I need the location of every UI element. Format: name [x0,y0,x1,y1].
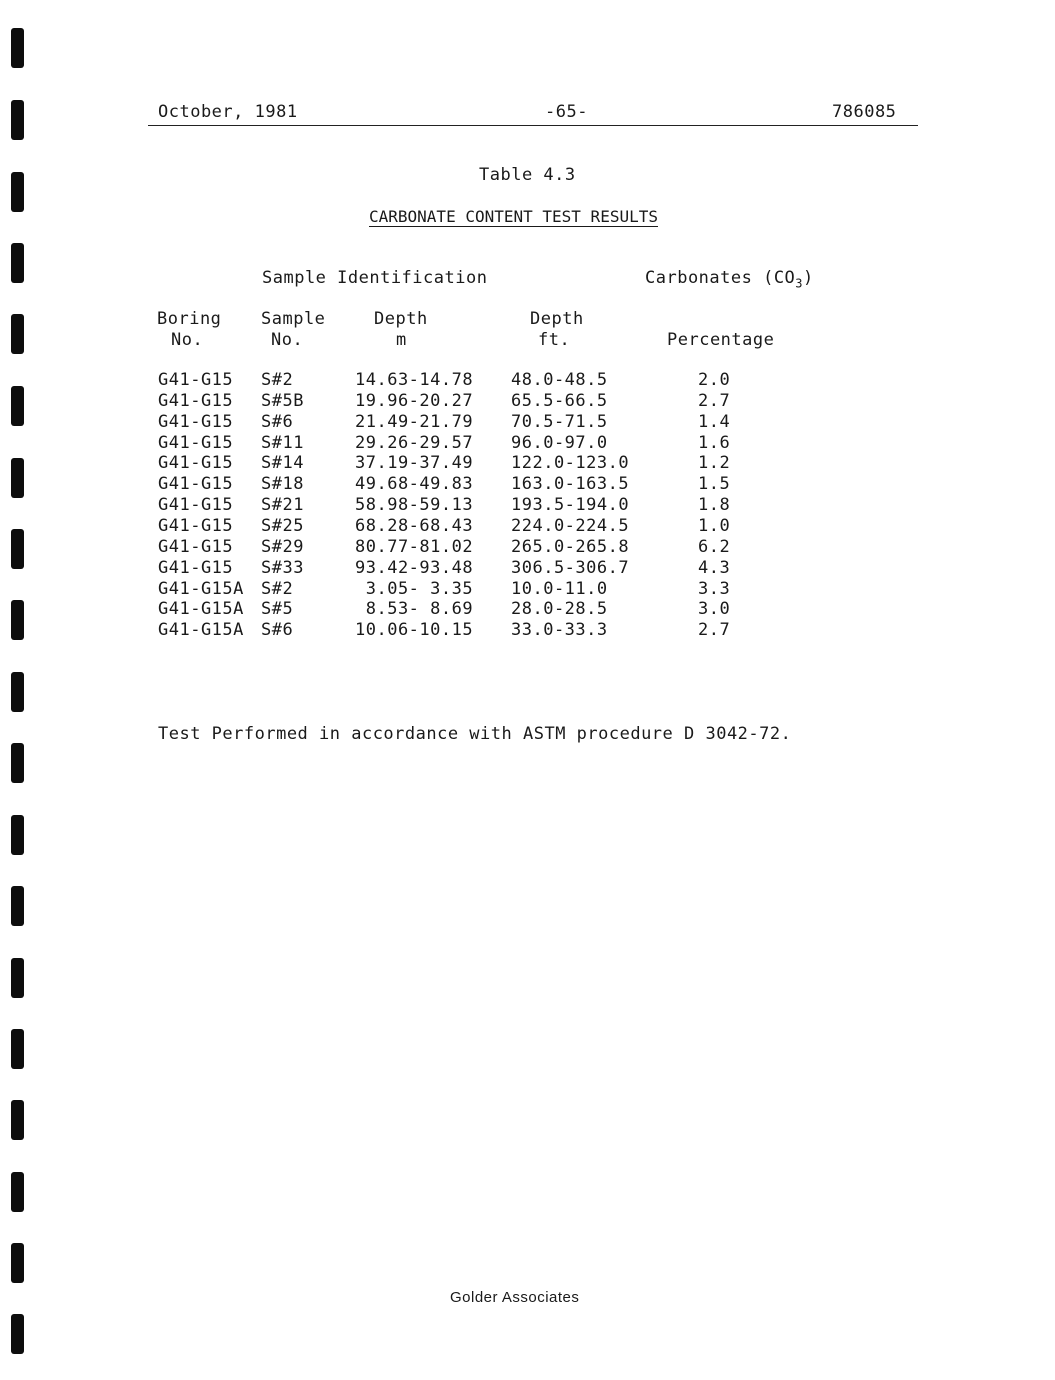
binder-hole-mark [11,458,24,498]
cell-depth-m: 93.42-93.48 [355,557,474,578]
cell-depth-m: 19.96-20.27 [355,390,474,411]
cell-percentage: 1.0 [698,515,731,536]
binder-hole-mark [11,672,24,712]
cell-sample-no: S#11 [261,432,304,453]
cell-depth-ft: 48.0-48.5 [511,370,608,390]
cell-percentage: 2.7 [698,390,731,411]
cell-sample-no: S#33 [261,557,304,578]
cell-depth-m: 21.49-21.79 [355,411,474,432]
cell-sample-no: S#21 [261,495,304,516]
binder-hole-mark [11,886,24,926]
binder-hole-mark [11,1172,24,1212]
cell-sample-no: S#5B [261,390,304,411]
cell-sample-no: S#5 [261,599,294,620]
column-header-depth-m-line2: m [396,330,407,350]
cell-depth-m: 10.06-10.15 [355,620,474,641]
cell-depth-ft: 65.5-66.5 [511,390,608,411]
binder-hole-mark [11,172,24,212]
column-header-percentage: Percentage [667,330,775,350]
cell-depth-ft: 163.0-163.5 [511,474,630,495]
cell-depth-ft: 70.5-71.5 [511,411,608,432]
cell-percentage: 6.2 [698,536,731,557]
binder-hole-mark [11,1100,24,1140]
column-header-sample-line2: No. [271,330,304,350]
binder-hole-mark [11,958,24,998]
cell-depth-ft: 193.5-194.0 [511,495,630,516]
cell-depth-ft: 224.0-224.5 [511,515,630,536]
cell-boring-no: G41-G15A [158,578,244,599]
binder-hole-mark [11,100,24,140]
cell-sample-no: S#6 [261,411,294,432]
group-header-sample-identification: Sample Identification [262,268,488,288]
column-header-sample-line1: Sample [261,309,326,329]
cell-boring-no: G41-G15 [158,390,234,411]
binder-hole-mark [11,386,24,426]
cell-boring-no: G41-G15 [158,557,234,578]
binder-hole-mark [11,600,24,640]
cell-depth-m: 68.28-68.43 [355,515,474,536]
cell-boring-no: G41-G15A [158,599,244,620]
cell-percentage: 3.3 [698,578,731,599]
cell-boring-no: G41-G15 [158,474,234,495]
cell-sample-no: S#2 [261,370,294,390]
cell-boring-no: G41-G15 [158,515,234,536]
header-rule [148,125,918,126]
cell-sample-no: S#14 [261,453,304,474]
cell-sample-no: S#6 [261,620,294,641]
cell-depth-m: 80.77-81.02 [355,536,474,557]
cell-depth-ft: 122.0-123.0 [511,453,630,474]
cell-boring-no: G41-G15 [158,536,234,557]
cell-depth-m: 58.98-59.13 [355,495,474,516]
cell-depth-m: 14.63-14.78 [355,370,474,390]
footer-company: Golder Associates [450,1289,580,1306]
binder-hole-mark [11,743,24,783]
cell-boring-no: G41-G15A [158,620,244,641]
cell-percentage: 2.0 [698,370,731,390]
cell-depth-m: 3.05- 3.35 [355,578,474,599]
cell-percentage: 1.5 [698,474,731,495]
header-page-number: -65- [545,102,588,122]
cell-depth-m: 29.26-29.57 [355,432,474,453]
cell-percentage: 2.7 [698,620,731,641]
header-document-number: 786085 [832,102,897,122]
cell-sample-no: S#18 [261,474,304,495]
binder-hole-mark [11,529,24,569]
cell-depth-m: 49.68-49.83 [355,474,474,495]
header-date: October, 1981 [158,102,298,122]
test-procedure-note: Test Performed in accordance with ASTM procedure D 3042-72. [158,724,792,744]
binder-hole-mark [11,243,24,283]
cell-depth-ft: 96.0-97.0 [511,432,608,453]
binder-hole-mark [11,314,24,354]
cell-boring-no: G41-G15 [158,453,234,474]
binder-hole-mark [11,815,24,855]
cell-percentage: 1.2 [698,453,731,474]
column-header-depth-m-line1: Depth [374,309,428,329]
column-header-depth-ft-line2: ft. [538,330,571,350]
cell-boring-no: G41-G15 [158,411,234,432]
cell-depth-ft: 306.5-306.7 [511,557,630,578]
cell-percentage: 1.4 [698,411,731,432]
cell-sample-no: S#2 [261,578,294,599]
cell-percentage: 3.0 [698,599,731,620]
cell-sample-no: S#29 [261,536,304,557]
binder-hole-mark [11,1314,24,1354]
group-header-carbonates: Carbonates $(CO_3)$ [645,268,814,291]
column-header-boring-line1: Boring [157,309,222,329]
table-label: Table 4.3 [479,165,576,185]
cell-depth-m: 37.19-37.49 [355,453,474,474]
column-header-boring-line2: No. [171,330,204,350]
column-header-depth-ft-line1: Depth [530,309,584,329]
cell-percentage: 1.6 [698,432,731,453]
table-title: CARBONATE CONTENT TEST RESULTS [369,207,658,226]
cell-boring-no: G41-G15 [158,370,234,390]
binder-hole-mark [11,1029,24,1069]
cell-depth-ft: 10.0-11.0 [511,578,608,599]
carbonates-subscript: 3 [795,276,804,291]
cell-depth-ft: 265.0-265.8 [511,536,630,557]
cell-depth-ft: 33.0-33.3 [511,620,608,641]
binder-hole-mark [11,1243,24,1283]
binder-hole-mark [11,28,24,68]
cell-depth-m: 8.53- 8.69 [355,599,474,620]
cell-boring-no: G41-G15 [158,495,234,516]
cell-percentage: 1.8 [698,495,731,516]
cell-boring-no: G41-G15 [158,432,234,453]
cell-depth-ft: 28.0-28.5 [511,599,608,620]
cell-sample-no: S#25 [261,515,304,536]
cell-percentage: 4.3 [698,557,731,578]
